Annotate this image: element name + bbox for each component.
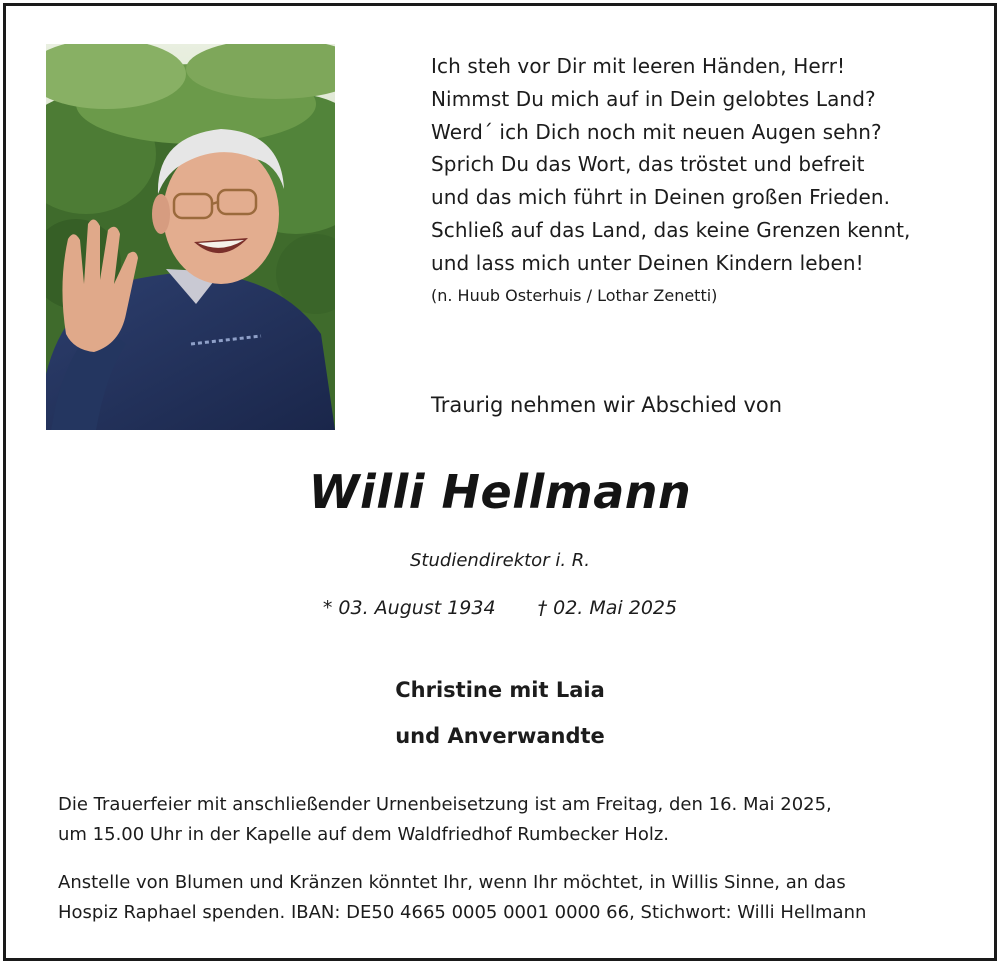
portrait-photo: [46, 44, 335, 430]
deceased-title: Studiendirektor i. R.: [410, 550, 590, 571]
poem-source: (n. Huub Osterhuis / Lothar Zenetti): [431, 285, 718, 305]
ceremony-line: Die Trauerfeier mit anschließender Urnenbeisetzung ist am Freitag, den 16. Mai 2025,: [58, 794, 832, 815]
deceased-name: Willi Hellmann: [308, 465, 692, 519]
obituary-notice: [3, 3, 997, 961]
death-date: † 02. Mai 2025: [537, 597, 678, 619]
poem-line: Sprich Du das Wort, das tröstet und befreit: [431, 152, 865, 177]
donation-line: Hospiz Raphael spenden. IBAN: DE50 4665 0005 0001 0000 66, Stichwort: Willi Hellmann: [58, 902, 867, 923]
poem-line: Ich steh vor Dir mit leeren Händen, Herr!: [431, 54, 846, 78]
life-dates: [6, 594, 994, 622]
birth-date: * 03. August 1934: [322, 597, 496, 619]
donation-line: Anstelle von Blumen und Kränzen könntet Ihr, wenn Ihr möchtet, in Willis Sinne, an das: [58, 872, 846, 893]
intro-text: Traurig nehmen wir Abschied von: [431, 393, 783, 417]
poem-line: Nimmst Du mich auf in Dein gelobtes Land?: [431, 86, 876, 111]
poem-line: Schließ auf das Land, das keine Grenzen kennt,: [431, 217, 911, 242]
poem-line: und lass mich unter Deinen Kindern leben!: [431, 250, 864, 275]
mourners-line-1: Christine mit Laia: [395, 678, 605, 702]
mourners-line-2: und Anverwandte: [395, 724, 605, 748]
ceremony-details: [58, 790, 948, 850]
donation-details: [58, 868, 948, 928]
poem-line: und das mich führt in Deinen großen Frieden.: [431, 185, 891, 210]
poem: [431, 50, 971, 308]
poem-line: Werd´ ich Dich noch mit neuen Augen sehn?: [431, 119, 882, 144]
ceremony-line: um 15.00 Uhr in der Kapelle auf dem Waldfriedhof Rumbecker Holz.: [58, 824, 669, 845]
